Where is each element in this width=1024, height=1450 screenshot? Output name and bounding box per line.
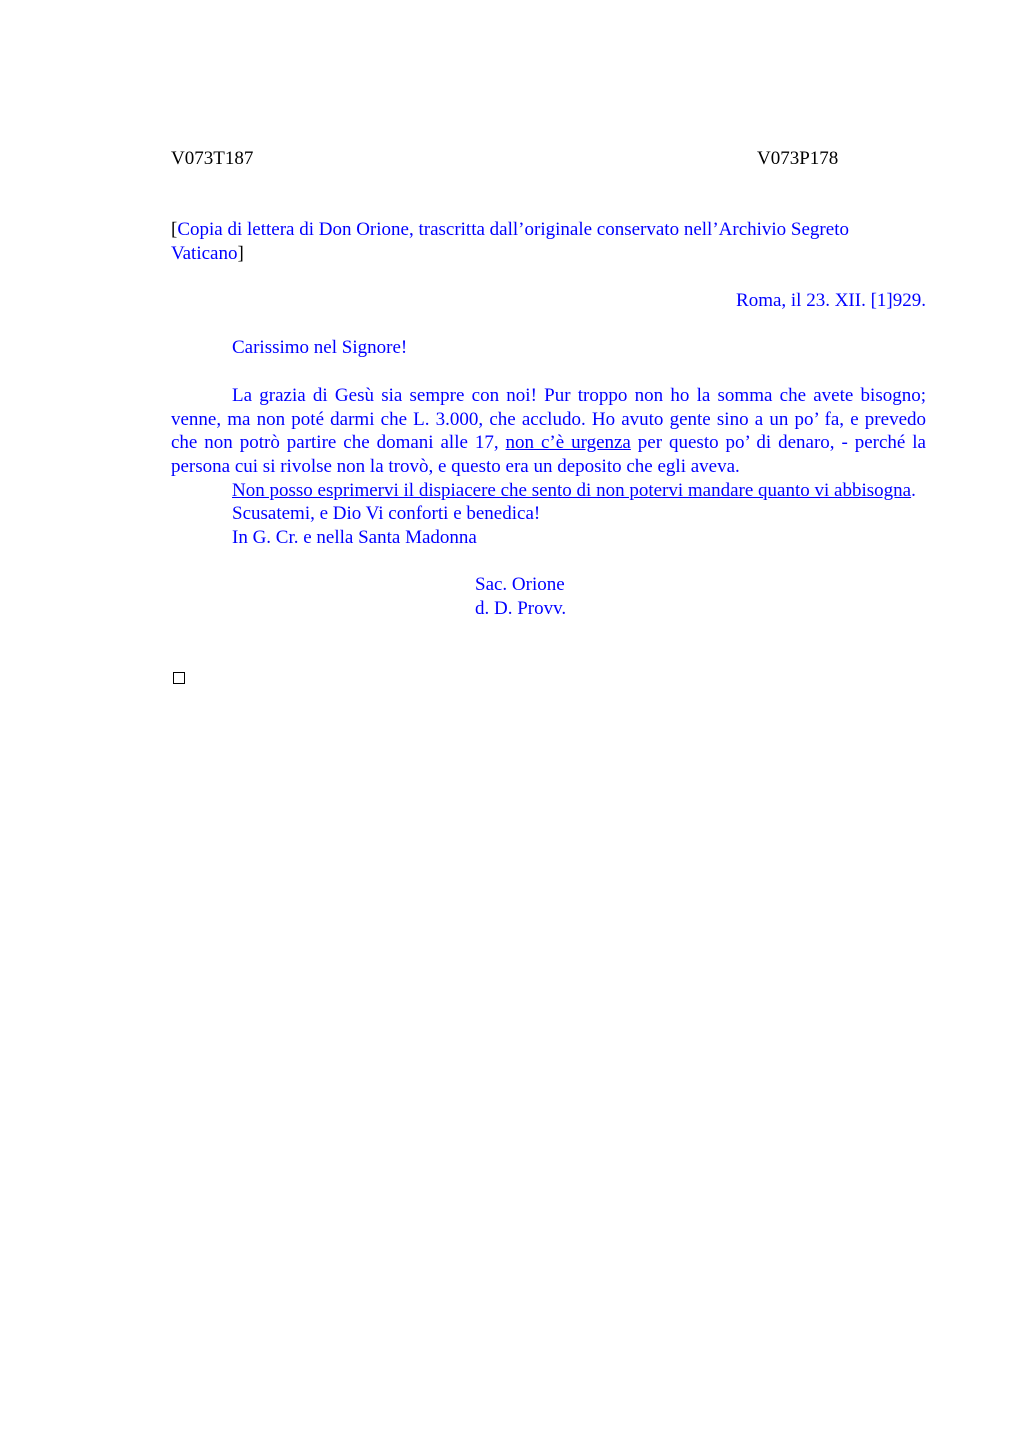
end-marker-box [173, 672, 185, 684]
letter-salutation: Carissimo nel Signore! [232, 337, 408, 359]
letter-paragraph-2 [171, 479, 926, 503]
signature-title: d. D. Provv. [475, 598, 567, 620]
paragraph-1-text-b: per questo po’ di denaro, - perché la persona cui si rivolse non la trovò, e questo era un deposito che egli aveva. [171, 432, 926, 477]
volume-page-code: V073P178 [757, 148, 839, 169]
paragraph-1-underlined: non c’è urgenza [505, 432, 631, 454]
paragraph-2-underlined: Non posso esprimervi il dispiacere che sento di non potervi mandare quanto vi abbisogna [232, 479, 912, 501]
letter-closing-1: Scusatemi, e Dio Vi conforti e benedica! [232, 503, 541, 525]
editorial-note [171, 218, 926, 265]
letter-closing-2: In G. Cr. e nella Santa Madonna [232, 527, 477, 549]
letter-date: Roma, il 23. XII. [1]929. [736, 290, 926, 312]
signature-name: Sac. Orione [475, 574, 565, 596]
letter-paragraph-1 [171, 384, 926, 479]
note-text: Copia di lettera di Don Orione, trascritta dall’originale conservato nell’Archivio Segreto Vaticano [171, 219, 849, 264]
note-open-bracket: [ [171, 219, 178, 240]
note-close-bracket: ] [237, 242, 244, 264]
letter-body [171, 218, 926, 621]
paragraph-1-text-a: La grazia di Gesù sia sempre con noi! Pur troppo non ho la somma che avete bisogno; venne, ma non poté darmi che L. 3.000, che accludo. Ho avuto gente sino a un po’ fa, e prevedo che non potrò partire che domani alle 17, [171, 384, 926, 454]
volume-text-code: V073T187 [171, 148, 254, 169]
paragraph-2-period: . [911, 479, 916, 501]
